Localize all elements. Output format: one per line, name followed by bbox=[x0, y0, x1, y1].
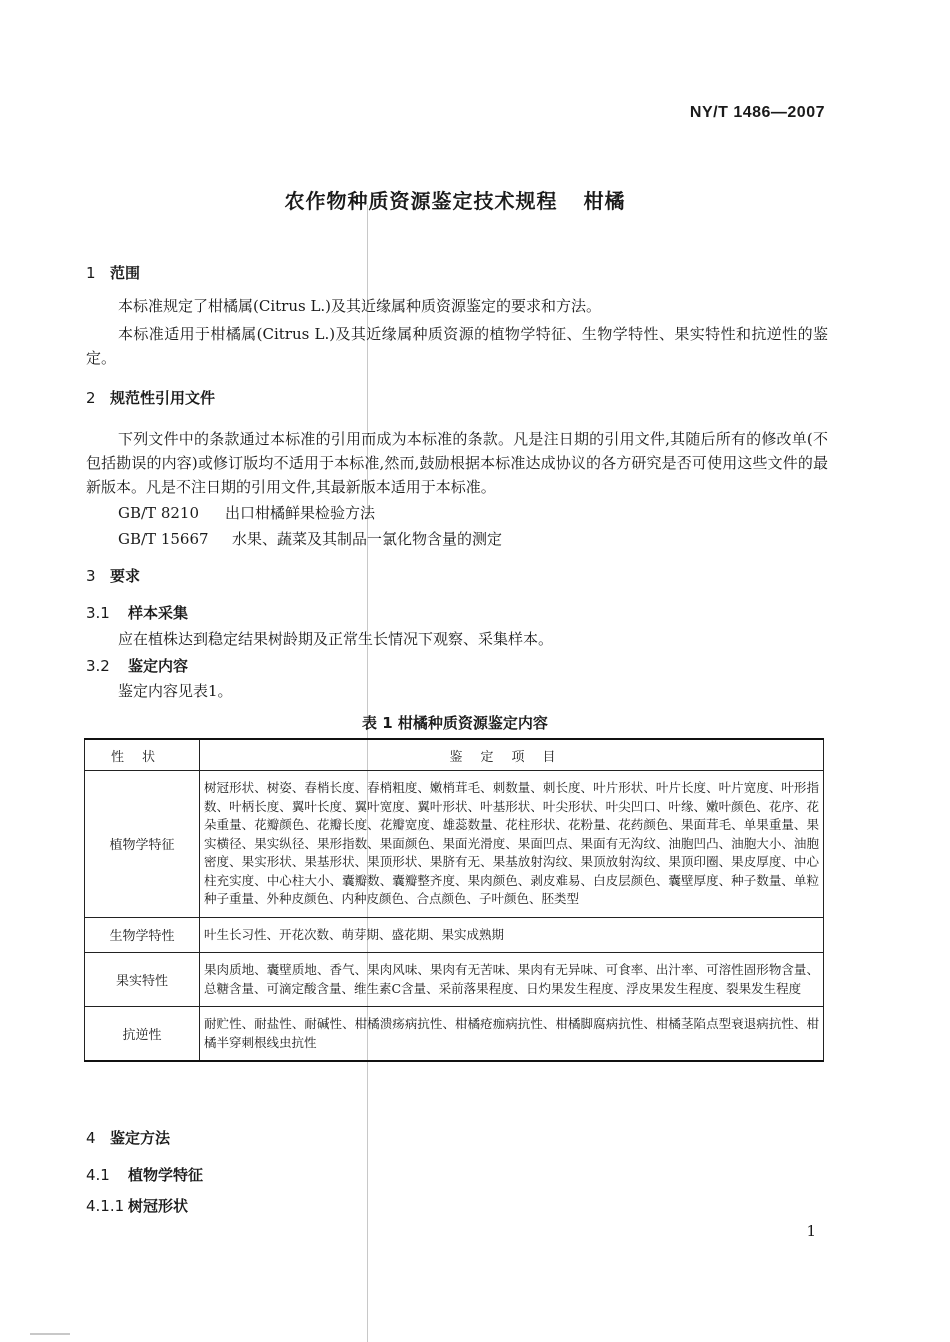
sampling-paragraph: 应在植株达到稳定结果树龄期及正常生长情况下观察、采集样本。 bbox=[118, 630, 554, 648]
reference-title: 出口柑橘鲜果检验方法 bbox=[225, 504, 376, 522]
reference-title: 水果、蔬菜及其制品一氯化物含量的测定 bbox=[232, 530, 503, 548]
table-caption: 表 1 柑橘种质资源鉴定内容 bbox=[362, 714, 548, 732]
section-3-heading bbox=[86, 565, 140, 586]
section-2-heading bbox=[86, 387, 215, 408]
page-number: 1 bbox=[806, 1222, 816, 1240]
table-row bbox=[85, 917, 824, 953]
section-title: 植物学特征 bbox=[128, 1166, 204, 1184]
section-title: 树冠形状 bbox=[128, 1197, 189, 1215]
table-header-row bbox=[85, 739, 824, 771]
table-row bbox=[85, 953, 824, 1007]
scope-paragraph-2: 本标准适用于柑橘属(Citrus L.)及其近缘属种质资源的植物学特征、生物学特性、果实特性和抗逆性的鉴定。 bbox=[86, 325, 828, 367]
title-sub: 柑橘 bbox=[583, 189, 626, 213]
trait-cell: 生物学特性 bbox=[85, 917, 200, 953]
table-row bbox=[85, 771, 824, 918]
reference-code: GB/T 8210 bbox=[118, 504, 200, 522]
section-number: 3.2 bbox=[86, 657, 110, 675]
identification-content-paragraph: 鉴定内容见表1。 bbox=[118, 682, 233, 700]
reference-item bbox=[118, 502, 375, 523]
items-cell: 叶生长习性、开花次数、萌芽期、盛花期、果实成熟期 bbox=[200, 917, 824, 953]
items-cell: 耐贮性、耐盐性、耐碱性、柑橘溃疡病抗性、柑橘疮痂病抗性、柑橘脚腐病抗性、柑橘茎陷点型衰退病抗性、柑橘半穿刺根线虫抗性 bbox=[200, 1007, 824, 1062]
section-title: 样本采集 bbox=[128, 604, 189, 622]
section-number: 4.1.1 bbox=[86, 1197, 125, 1215]
table-row bbox=[85, 1007, 824, 1062]
section-4-1-1-heading bbox=[86, 1195, 188, 1216]
section-1-heading bbox=[86, 262, 140, 283]
section-number: 3.1 bbox=[86, 604, 110, 622]
section-title: 鉴定方法 bbox=[110, 1129, 171, 1147]
items-cell: 果肉质地、囊壁质地、香气、果肉风味、果肉有无苦味、果肉有无异味、可食率、出汁率、可溶性固形物含量、总糖含量、可滴定酸含量、维生素C含量、采前落果程度、日灼果发生程度、浮皮果发生程度、裂果发生程度 bbox=[200, 953, 824, 1007]
identification-table bbox=[84, 738, 824, 1062]
standard-number: NY/T 1486—2007 bbox=[689, 104, 825, 121]
reference-item bbox=[118, 528, 502, 549]
items-cell: 树冠形状、树姿、春梢长度、春梢粗度、嫩梢茸毛、刺数量、刺长度、叶片形状、叶片长度、叶片宽度、叶形指数、叶柄长度、翼叶长度、翼叶宽度、翼叶形状、叶基形状、叶尖形状、叶尖凹口、叶缘、嫩叶颜色、花序、花朵重量、花瓣颜色、花瓣长度、花瓣宽度、雄蕊数量、花柱形状、花粉量、花药颜色、果面茸毛、单果重量、果实横径、果实纵径、果形指数、果面颜色、果面光滑度、果面凹点、果面有无沟纹、油胞凹凸、油胞大小、油胞密度、果实形状、果基形状、果顶形状、果脐有无、果基放射沟纹、果顶放射沟纹、果顶印圈、果皮厚度、中心柱充实度、中心柱大小、囊瓣数、囊瓣整齐度、果肉颜色、剥皮难易、白皮层颜色、囊壁厚度、种子数量、单粒种子重量、外种皮颜色、内种皮颜色、合点颜色、子叶颜色、胚类型 bbox=[200, 771, 824, 918]
section-number: 4.1 bbox=[86, 1166, 110, 1184]
scope-paragraph-1: 本标准规定了柑橘属(Citrus L.)及其近缘属种质资源鉴定的要求和方法。 bbox=[118, 297, 602, 315]
trait-cell: 植物学特征 bbox=[85, 771, 200, 918]
section-4-1-heading bbox=[86, 1164, 203, 1185]
reference-code: GB/T 15667 bbox=[118, 530, 209, 548]
trait-cell: 抗逆性 bbox=[85, 1007, 200, 1062]
section-number: 4 bbox=[86, 1129, 96, 1147]
section-4-heading bbox=[86, 1127, 170, 1148]
column-header-items: 鉴定项目 bbox=[200, 739, 824, 771]
section-3-1-heading bbox=[86, 602, 188, 623]
trait-cell: 果实特性 bbox=[85, 953, 200, 1007]
section-number: 2 bbox=[86, 389, 96, 407]
column-header-trait: 性状 bbox=[85, 739, 200, 771]
section-title: 范围 bbox=[110, 264, 141, 282]
section-title: 规范性引用文件 bbox=[110, 389, 216, 407]
section-number: 3 bbox=[86, 567, 96, 585]
normative-references-paragraph: 下列文件中的条款通过本标准的引用而成为本标准的条款。凡是注日期的引用文件,其随后所有的修改单(不包括勘误的内容)或修订版均不适用于本标准,然而,鼓励根据本标准达成协议的各方研究是否可使用这些文件的最新版本。凡是不注日期的引用文件,其最新版本适用于本标准。 bbox=[86, 430, 828, 496]
title-main: 农作物种质资源鉴定技术规程 bbox=[284, 189, 558, 213]
section-title: 要求 bbox=[110, 567, 141, 585]
section-number: 1 bbox=[86, 264, 96, 282]
section-3-2-heading bbox=[86, 655, 188, 676]
document-title bbox=[0, 185, 910, 214]
section-title: 鉴定内容 bbox=[128, 657, 189, 675]
scan-mark bbox=[30, 1333, 70, 1335]
